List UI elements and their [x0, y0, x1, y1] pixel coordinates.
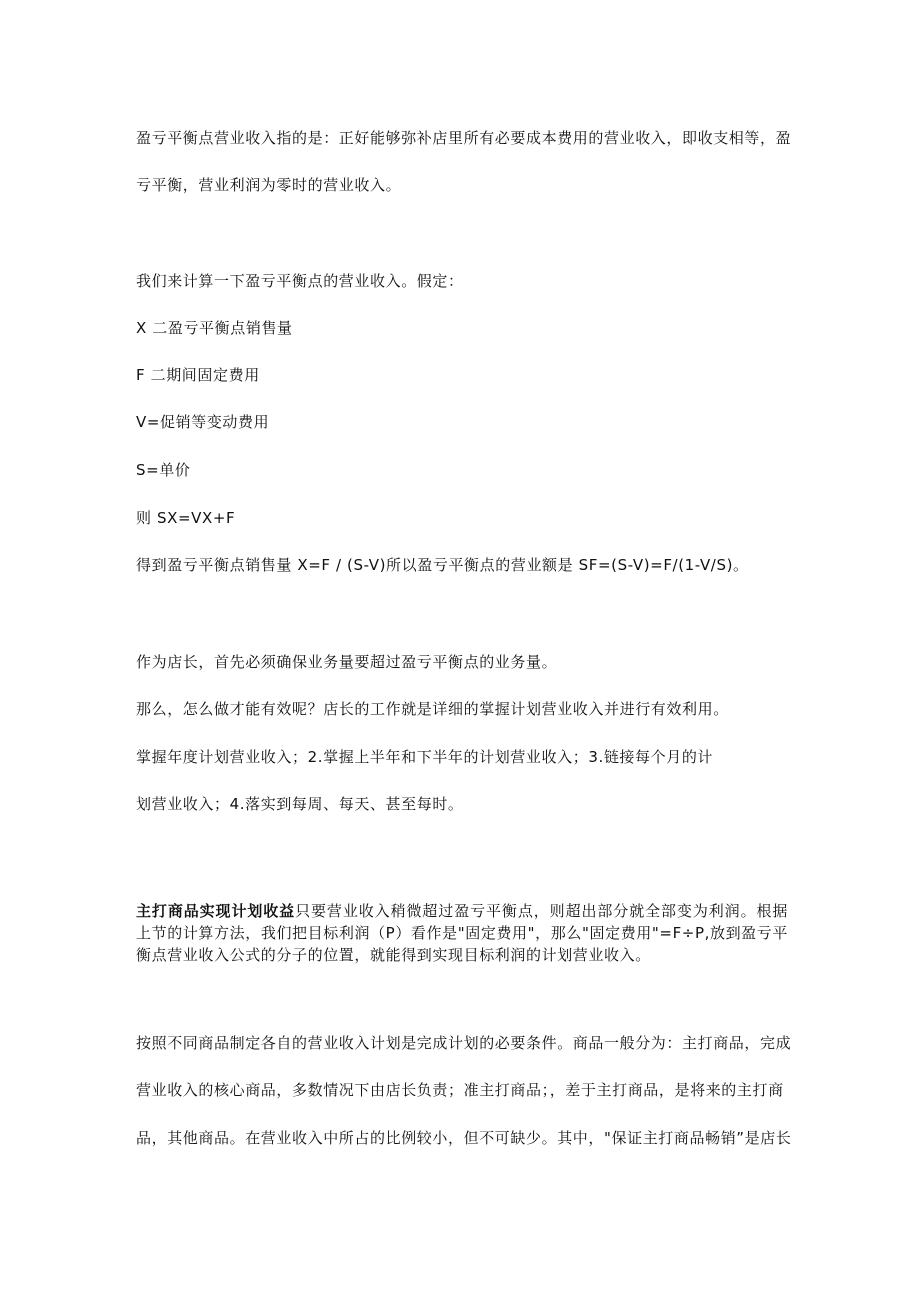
intro-line-2: 亏平衡，营业利润为零时的营业收入。 — [136, 176, 402, 194]
calc-x-definition: X 二盈亏平衡点销售量 — [136, 319, 293, 337]
calc-v-definition: V=促销等变动费用 — [136, 413, 270, 431]
calc-equation: 则 SX=VX+F — [136, 509, 236, 527]
manager-line-2: 那么，怎么做才能有效呢？店长的工作就是详细的掌握计划营业收入并进行有效利用。 — [136, 700, 729, 718]
main-goods-heading: 主打商品实现计划收益 — [136, 902, 296, 920]
calc-s-definition: S=单价 — [136, 461, 191, 479]
intro-line-1: 盈亏平衡点营业收入指的是：正好能够弥补店里所有必要成本费用的营业收入，即收支相等，盈 — [136, 129, 792, 147]
main-goods-body: 只要营业收入稍微超过盈亏平衡点，则超出部分就全部变为利润。根据上节的计算方法，我们把目标利润（P）看作是"固定费用"，那么"固定费用"=F÷P,放到盈亏平衡点营业收入公式的分子的位置，就能得到实现目标利润的计划营业收入。 — [136, 902, 788, 964]
calc-result: 得到盈亏平衡点销售量 X=F / (S-V)所以盈亏平衡点的营业额是 SF=(S-V)=F/(1-V/S)。 — [136, 556, 749, 574]
calc-f-definition: F 二期间固定费用 — [136, 366, 260, 384]
main-goods-paragraph — [136, 900, 788, 966]
manager-line-1: 作为店长，首先必须确保业务量要超过盈亏平衡点的业务量。 — [136, 653, 558, 671]
plan-line-3: 品，其他商品。在营业收入中所占的比例较小，但不可缺少。其中，"保证主打商品畅销”是店长 — [136, 1129, 792, 1147]
manager-line-3: 掌握年度计划营业收入；2.掌握上半年和下半年的计划营业收入；3.链接每个月的计 — [136, 748, 714, 766]
manager-line-4: 划营业收入；4.落实到每周、每天、甚至每时。 — [136, 795, 464, 813]
plan-line-2: 营业收入的核心商品，多数情况下由店长负责；准主打商品；，差于主打商品，是将来的主打商 — [136, 1081, 784, 1099]
calc-lead: 我们来计算一下盈亏平衡点的营业收入。假定： — [136, 272, 464, 290]
plan-line-1: 按照不同商品制定各自的营业收入计划是完成计划的必要条件。商品一般分为：主打商品，完成 — [136, 1034, 792, 1052]
